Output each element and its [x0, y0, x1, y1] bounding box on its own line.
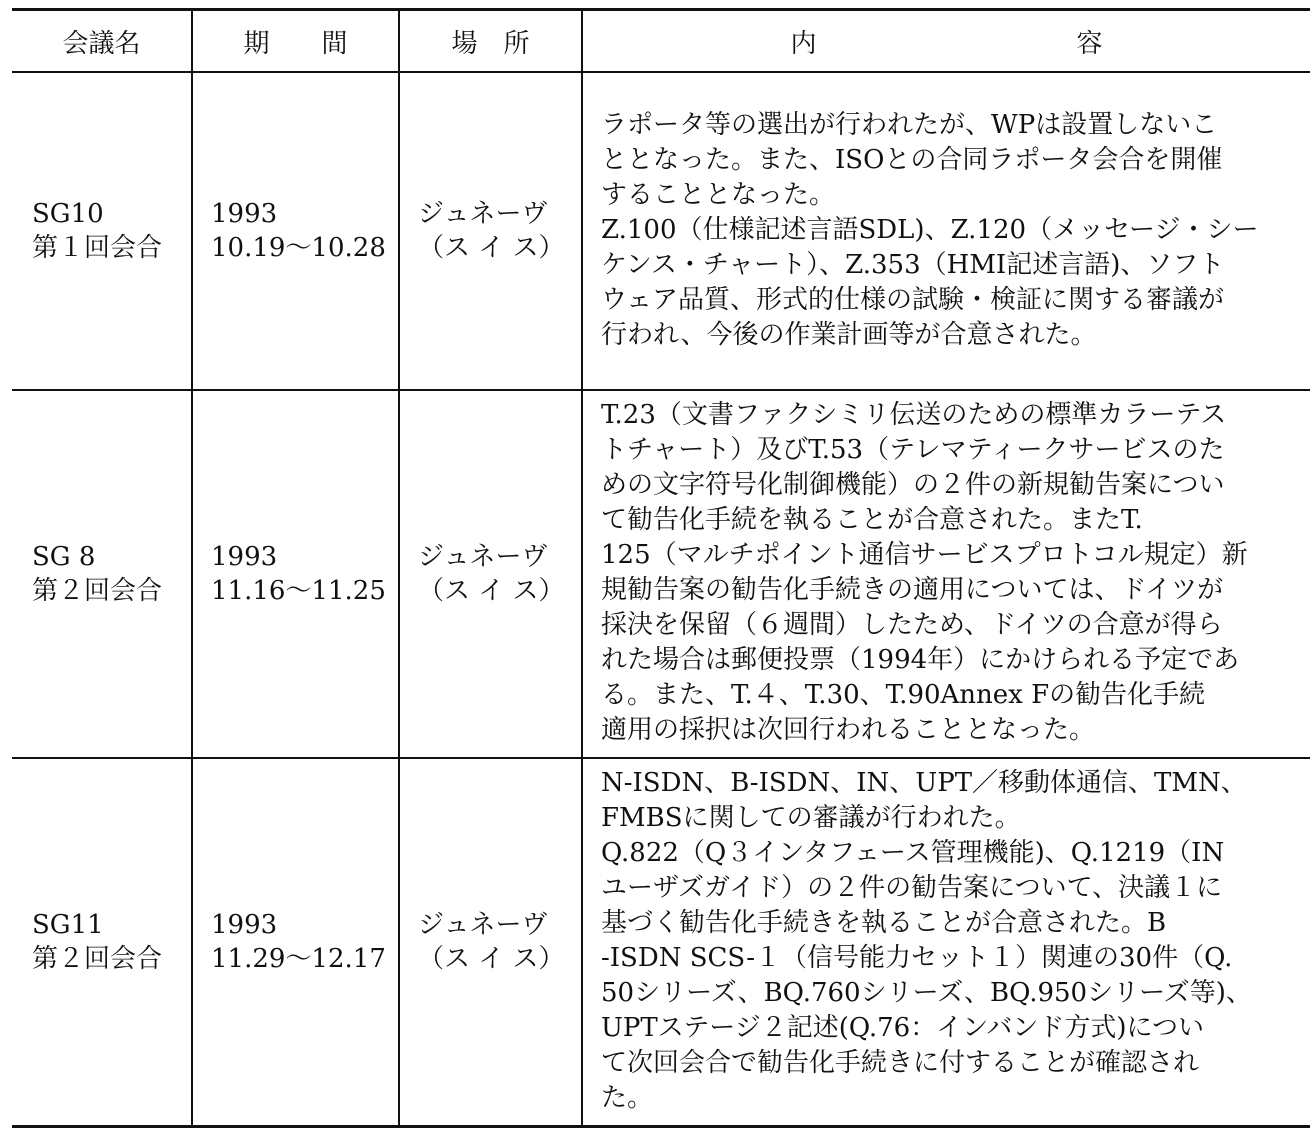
meeting-session: 第２回会合 [32, 576, 163, 606]
header-meeting-name: 会議名 [12, 10, 192, 73]
content-line: 規勧告案の勧告化手続きの適用については、ドイツが [601, 575, 1224, 605]
content-line: 基づく勧告化手続きを執ることが合意された。B [601, 907, 1167, 938]
content-line: て次回会合で勧告化手続きに付することが確認され [601, 1047, 1200, 1078]
period-cell [192, 72, 399, 390]
place-cell [399, 72, 582, 390]
meeting-id: SG11 [32, 909, 104, 940]
content-line: る。また、T.４、T.30、T.90Annex Fの勧告化手続 [601, 680, 1206, 710]
period-range: 11.29～12.17 [211, 943, 386, 974]
header-period: 期 間 [192, 10, 399, 73]
content-line: することとなった。 [601, 179, 836, 210]
place-country: （ス イ ス） [418, 233, 565, 263]
content-line: 採決を保留（６週間）したため、ドイツの合意が得ら [601, 610, 1223, 640]
content-cell [582, 72, 1310, 390]
content-cell [582, 758, 1310, 1126]
content-line: ウェア品質、形式的仕様の試験・検証に関する審議が [601, 284, 1224, 315]
place-cell [399, 390, 582, 758]
meeting-session: 第１回会合 [32, 233, 163, 263]
meeting-table [12, 8, 1310, 1128]
period-range: 10.19～10.28 [211, 233, 386, 263]
period-year: 1993 [211, 542, 278, 572]
content-line: て勧告化手続を執ることが合意された。またT. [601, 505, 1143, 535]
place-city: ジュネーヴ [418, 199, 548, 229]
period-year: 1993 [211, 909, 278, 940]
content-line: トチャート）及びT.53（テレマティークサービスのた [601, 435, 1225, 465]
content-line: めの文字符号化制御機能）の２件の新規勧告案につい [601, 470, 1225, 500]
header-place: 場 所 [399, 10, 582, 73]
place-country: （ス イ ス） [418, 943, 565, 974]
meeting-name-cell [12, 72, 192, 390]
content-line: -ISDN SCS-１（信号能力セット１）関連の30件（Q. [601, 942, 1233, 973]
header-row [12, 10, 1310, 73]
period-cell [192, 390, 399, 758]
content-line: Q.822（Q３インタフェース管理機能)、Q.1219（IN [601, 837, 1225, 868]
content-line: T.23（文書ファクシミリ伝送のための標準カラーテス [601, 400, 1227, 430]
meeting-name-cell [12, 758, 192, 1126]
period-year: 1993 [211, 199, 278, 229]
content-line: ととなった。また、ISOとの合同ラポータ会合を開催 [601, 144, 1223, 175]
table-row [12, 758, 1310, 1126]
content-line: UPTステージ２記述(Q.76：インバンド方式)につい [601, 1012, 1205, 1043]
place-city: ジュネーヴ [418, 909, 548, 940]
content-cell [582, 390, 1310, 758]
place-country: （ス イ ス） [418, 576, 565, 606]
content-line: Z.100（仕様記述言語SDL)、Z.120（メッセージ・シー [601, 214, 1259, 245]
header-content: 内 容 [582, 10, 1310, 73]
table-row [12, 390, 1310, 758]
content-line: N-ISDN、B-ISDN、IN、UPT／移動体通信、TMN、 [601, 767, 1247, 798]
content-line: れた場合は郵便投票（1994年）にかけられる予定であ [601, 645, 1240, 675]
period-cell [192, 758, 399, 1126]
content-line: た。 [601, 1082, 654, 1113]
content-line: ケンス・チャート）、Z.353（HMI記述言語)、ソフト [601, 249, 1225, 280]
meeting-id: SG10 [32, 199, 104, 229]
content-line: 適用の採択は次回行われることとなった。 [601, 715, 1096, 745]
table-row [12, 72, 1310, 390]
content-line: ラポータ等の選出が行われたが、WPは設置しないこ [601, 109, 1218, 140]
content-line: 125（マルチポイント通信サービスプロトコル規定）新 [601, 540, 1248, 570]
place-city: ジュネーヴ [418, 542, 548, 572]
content-line: FMBSに関しての審議が行われた。 [601, 802, 1021, 833]
period-range: 11.16～11.25 [211, 576, 386, 606]
place-cell [399, 758, 582, 1126]
content-line: 行われ、今後の作業計画等が合意された。 [601, 319, 1097, 350]
meeting-id: SG 8 [32, 542, 96, 572]
content-line: 50シリーズ、BQ.760シリーズ、BQ.950シリーズ等)、 [601, 977, 1252, 1008]
meeting-name-cell [12, 390, 192, 758]
content-line: ユーザズガイド）の２件の勧告案について、決議１に [601, 872, 1223, 903]
meeting-session: 第２回会合 [32, 943, 163, 974]
